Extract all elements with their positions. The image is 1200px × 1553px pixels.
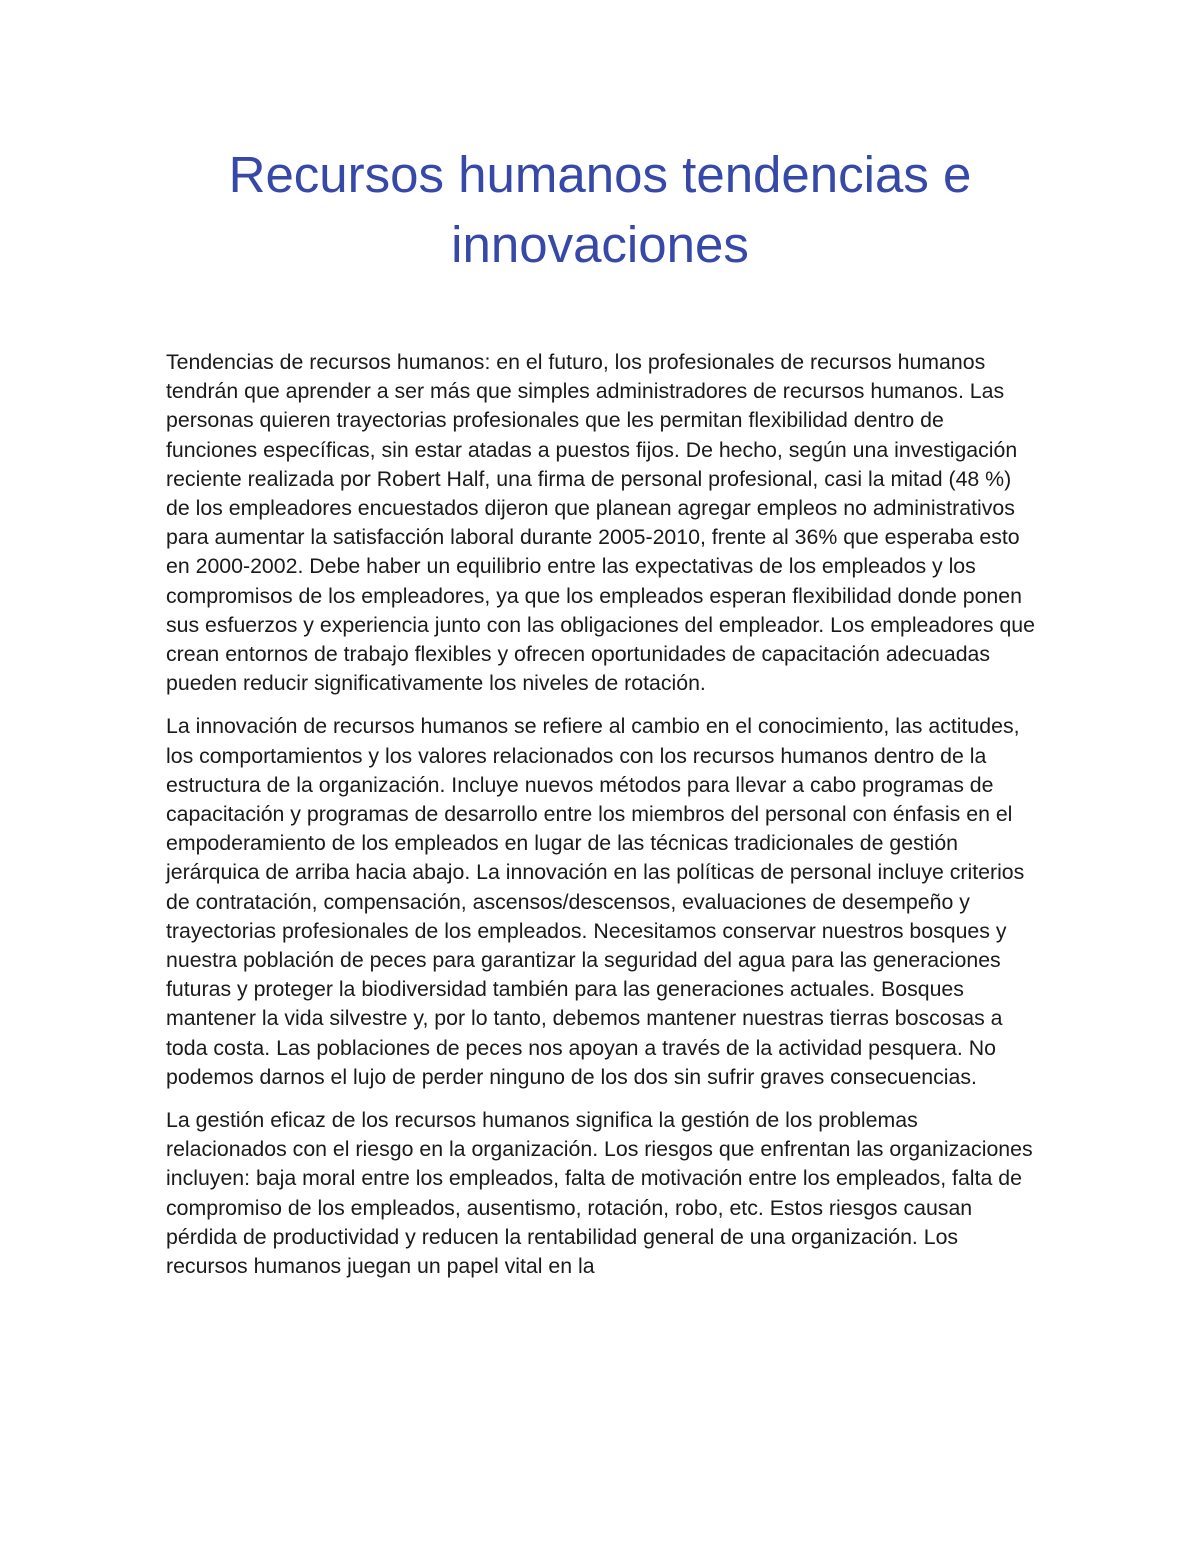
paragraph-risk-management: La gestión eficaz de los recursos humanos significa la gestión de los problemas relacionados con el riesgo en la organización. Los riesgos que enfrentan las organizaciones incluyen: baja moral entre los empleados, falta de motivación entre los empleados, falta de compromiso de los empleados, ausentismo, rotación, robo, etc. Estos riesgos causan pérdida de productividad y reducen la rentabilidad general de una organización. Los recursos humanos juegan un papel vital en la — [166, 1108, 1033, 1279]
paragraph-trends: Tendencias de recursos humanos: en el futuro, los profesionales de recursos humanos tendrán que aprender a ser más que simples administradores de recursos humanos. Las personas quieren trayectorias profesionales que les permitan flexibilidad dentro de funciones específicas, sin estar atadas a puestos fijos. De hecho, según una investigación reciente realizada por Robert Half, una firma de personal profesional, casi la mitad (48 %) de los empleadores encuestados dijeron que planean agregar empleos no administrativos para aumentar la satisfacción laboral durante 2005-2010, frente al 36% que esperaba esto en 2000-2002. Debe haber un equilibrio entre las expectativas de los empleados y los compromisos de los empleadores, ya que los empleados esperan flexibilidad donde ponen sus esfuerzos y experiencia junto con las obligaciones del empleador. Los empleadores que crean entornos de trabajo flexibles y ofrecen oportunidades de capacitación adecuadas pueden reducir significativamente los niveles de rotación. — [166, 350, 1035, 696]
document-title: Recursos humanos tendencias e innovaciones — [228, 146, 972, 273]
document-body — [166, 348, 1040, 1295]
paragraph-innovation: La innovación de recursos humanos se refiere al cambio en el conocimiento, las actitudes, los comportamientos y los valores relacionados con los recursos humanos dentro de la estructura de la organización. Incluye nuevos métodos para llevar a cabo programas de capacitación y programas de desarrollo entre los miembros del personal con énfasis en el empoderamiento de los empleados en lugar de las técnicas tradicionales de gestión jerárquica de arriba hacia abajo. La innovación en las políticas de personal incluye criterios de contratación, compensación, ascensos/descensos, evaluaciones de desempeño y trayectorias profesionales de los empleados. Necesitamos conservar nuestros bosques y nuestra población de peces para garantizar la seguridad del agua para las generaciones futuras y proteger la biodiversidad también para las generaciones actuales. Bosques mantener la vida silvestre y, por lo tanto, debemos mantener nuestras tierras boscosas a toda costa. Las poblaciones de peces nos apoyan a través de la actividad pesquera. No podemos darnos el lujo de perder ninguno de los dos sin sufrir graves consecuencias. — [166, 714, 1025, 1089]
